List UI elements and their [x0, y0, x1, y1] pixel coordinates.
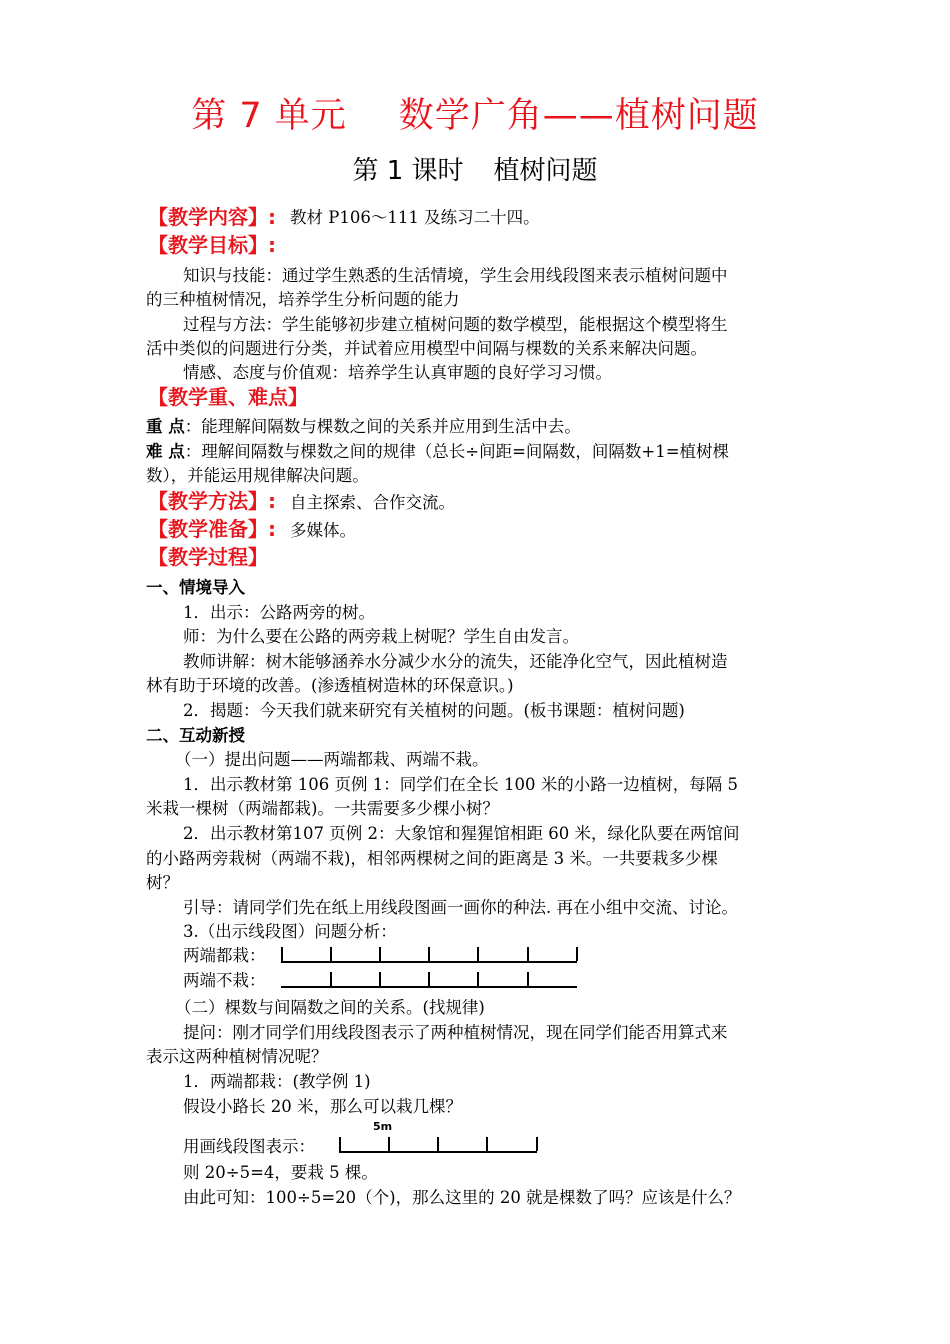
question-line1: 提问：刚才同学们用线段图表示了两种植树情况，现在同学们能否用算式来: [183, 1023, 728, 1042]
case1-conclusion: 由此可知：100÷5=20（个)，那么这里的 20 就是棵数了吗？应该是什么？: [183, 1188, 741, 1207]
goals-label: 【教学目标】:: [148, 233, 276, 257]
question-line2: 表示这两种植树情况呢？: [146, 1047, 328, 1066]
neither-end-tick: [477, 972, 479, 986]
example1-line2: 米栽一棵树（两端都栽)。一共需要多少棵小树？: [146, 799, 499, 818]
both-ends-tick: [428, 947, 430, 961]
goals-p3: 情感、态度与价值观：培养学生认真审题的良好学习习惯。: [183, 363, 612, 382]
neither-end-tick: [527, 972, 529, 986]
case1-tick: [437, 1137, 439, 1151]
goals-p2-line2: 活中类似的问题进行分类，并试着应用模型中间隔与棵数的关系来解决问题。: [146, 339, 707, 358]
interval-mark: 5m: [373, 1120, 393, 1133]
goals-p1-line2: 的三种植树情况，培养学生分析问题的能力: [146, 290, 460, 309]
hard-point-line1: 难 点：理解间隔数与棵数之间的规律（总长÷间距=间隔数，间隔数+1=植树棵: [146, 442, 730, 461]
neither-end-label: 两端不栽：: [183, 971, 266, 990]
both-ends-tick: [281, 947, 283, 961]
key-point-line: 重 点：能理解间隔数与棵数之间的关系并应用到生活中去。: [146, 417, 581, 436]
both-ends-tick: [477, 947, 479, 961]
content-text: 教材 P106～111 及练习二十四。: [290, 208, 540, 227]
guide-line: 引导：请同学们先在纸上用线段图画一画你的种法. 再在小组中交流、讨论。: [183, 898, 738, 917]
case1-tick: [339, 1137, 341, 1151]
case1-heading: 1．两端都栽：(教学例 1): [183, 1072, 371, 1091]
neither-end-tick: [379, 972, 381, 986]
keypoints-label: 【教学重、难点】: [148, 385, 308, 409]
content-label: 【教学内容】:: [148, 205, 276, 229]
case1-tick: [536, 1137, 538, 1151]
lesson-title: 第 1 课时 植树问题: [352, 156, 598, 186]
neither-end-tick: [428, 972, 430, 986]
process-label: 【教学过程】: [148, 545, 268, 569]
s1-line3a: 教师讲解：树木能够涵养水分减少水分的流失，还能净化空气，因此植树造: [183, 652, 728, 671]
neither-end-tick: [330, 972, 332, 986]
example1-line1: 1．出示教材第 106 页例 1：同学们在全长 100 米的小路一边植树，每隔 5: [183, 775, 738, 794]
goals-p2-line1: 过程与方法：学生能够初步建立植树问题的数学模型，能根据这个模型将生: [183, 315, 728, 334]
section1-heading: 一、情境导入: [146, 578, 245, 597]
case1-draw-label: 用画线段图表示：: [183, 1137, 315, 1156]
s1-line4: 2．揭题：今天我们就来研究有关植树的问题。(板书课题：植树问题): [183, 701, 685, 720]
case1-result: 则 20÷5=4，要栽 5 棵。: [183, 1163, 378, 1182]
prep-label: 【教学准备】:: [148, 517, 276, 541]
unit-title: 第 7 单元 数学广角——植树问题: [191, 96, 759, 136]
case1-tick: [388, 1137, 390, 1151]
prep-text: 多媒体。: [290, 521, 356, 540]
case1-tick: [486, 1137, 488, 1151]
s1-line3b: 林有助于环境的改善。(渗透植树造林的环保意识。): [146, 676, 514, 695]
example2-line1: 2．出示教材第107 页例 2：大象馆和猩猩馆相距 60 米，绿化队要在两馆间: [183, 824, 740, 843]
s2-sub1: （一）提出问题——两端都栽、两端不栽。: [175, 750, 489, 769]
analysis-line: 3.（出示线段图）问题分析：: [183, 922, 397, 941]
method-label: 【教学方法】:: [148, 489, 276, 513]
case1-assume: 假设小路长 20 米，那么可以栽几棵？: [183, 1097, 462, 1116]
section2-heading: 二、互动新授: [146, 726, 245, 745]
goals-p1-line1: 知识与技能：通过学生熟悉的生活情境，学生会用线段图来表示植树问题中: [183, 266, 728, 285]
both-ends-tick: [330, 947, 332, 961]
both-ends-tick: [527, 947, 529, 961]
both-ends-tick: [576, 947, 578, 961]
hard-point-line2: 数），并能运用规律解决问题。: [146, 466, 369, 485]
example2-line2: 的小路两旁栽树（两端不栽)，相邻两棵树之间的距离是 3 米。一共要栽多少棵: [146, 849, 718, 868]
both-ends-tick: [379, 947, 381, 961]
s1-line1: 1．出示：公路两旁的树。: [183, 603, 375, 622]
s2-sub2: （二）棵数与间隔数之间的关系。(找规律): [175, 998, 485, 1017]
example2-line3: 树？: [146, 873, 179, 892]
s1-line2: 师：为什么要在公路的两旁栽上树呢？学生自由发言。: [183, 627, 579, 646]
both-ends-label: 两端都栽：: [183, 946, 266, 965]
method-text: 自主探索、合作交流。: [290, 493, 455, 512]
